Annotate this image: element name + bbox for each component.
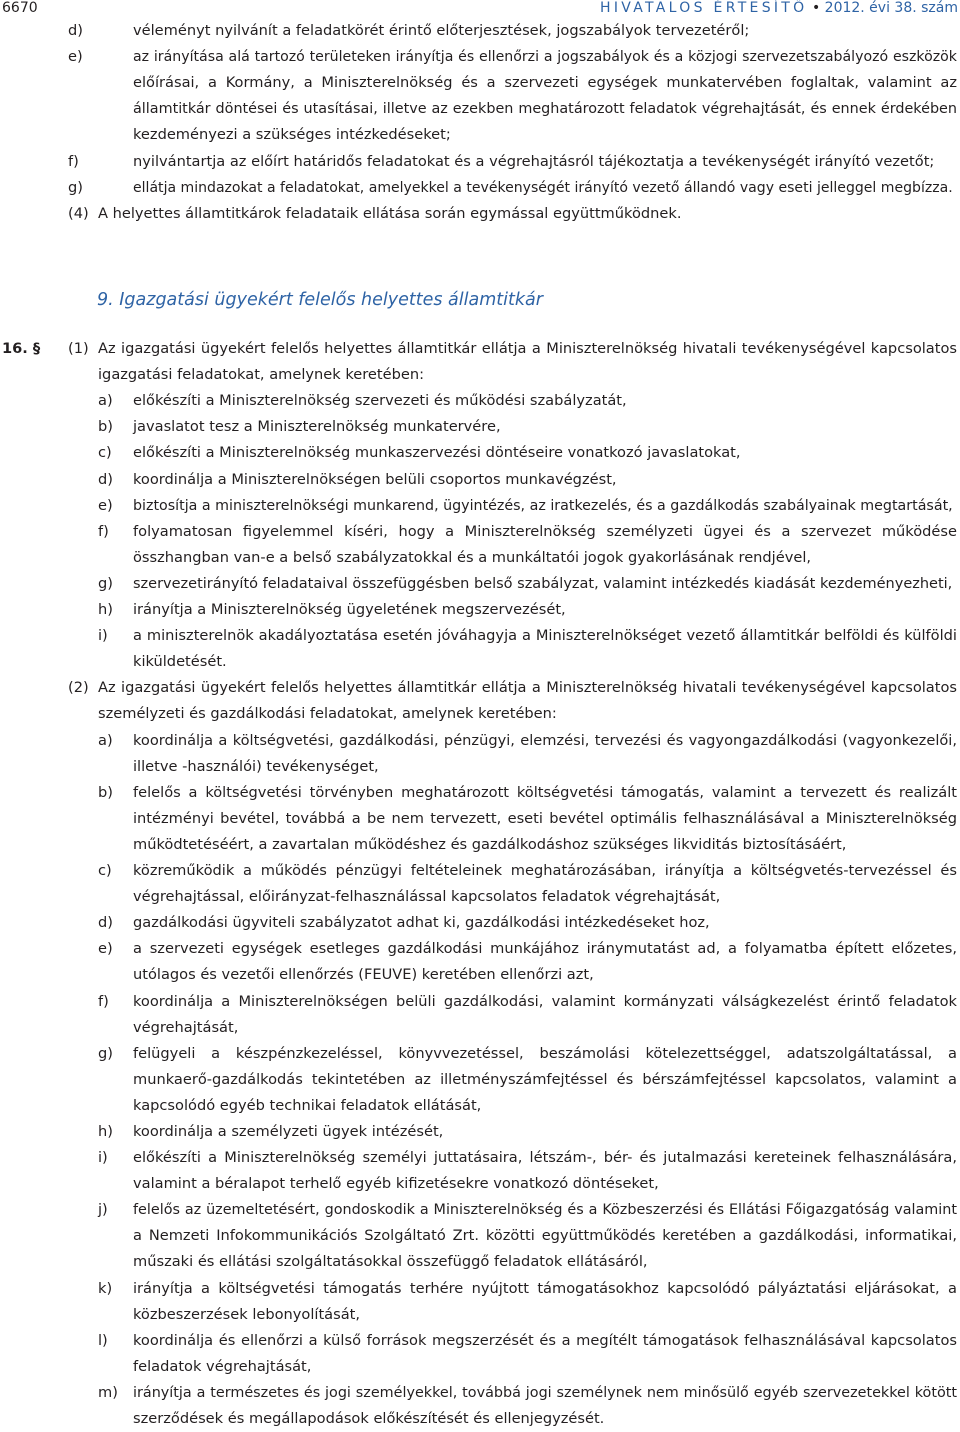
issue-number: 2012. évi 38. szám <box>824 0 958 16</box>
item-label: i) <box>98 627 108 645</box>
text-line: Az igazgatási ügyekért felelős helyettes államtitkár ellátja a Miniszterelnökség hivatali tevékenységével kapcsolatos <box>98 340 957 357</box>
text-line: koordinálja és ellenőrzi a külső források megszerzését és a megítélt támogatások felhasználásával kapcsolatos <box>133 1331 957 1349</box>
text-line: véleményt nyilvánít a feladatkörét érintő előterjesztések, jogszabályok tervezetéről; <box>133 22 750 39</box>
text-line: gazdálkodási ügyviteli szabályzatot adhat ki, gazdálkodási intézkedéseket hoz, <box>133 914 710 932</box>
journal-title: HIVATALOS ÉRTESÍTŐ <box>600 0 808 16</box>
item-label: g) <box>68 178 83 196</box>
text-line: műszaki és ellátási szolgáltatásokkal összefüggő feladatok ellátásáról, <box>133 1253 648 1271</box>
text-line: intézményi bevétel, továbbá a be nem tervezett, eseti bevétel optimális felhasználásával a Miniszterelnökség <box>133 809 957 827</box>
item-label: a) <box>98 731 113 749</box>
text-line: irányítja a költségvetési támogatás terhére nyújtott támogatásokhoz kapcsolódó pályáztatási eljárásokat, a <box>133 1279 957 1297</box>
page-number: 6670 <box>2 0 38 16</box>
text-line: folyamatosan figyelemmel kíséri, hogy a Miniszterelnökség személyzeti ügyei és a szervezet működése <box>133 522 957 540</box>
item-label: d) <box>68 22 83 39</box>
item-label: b) <box>98 418 113 436</box>
text-line: végrehajtását, <box>133 1018 239 1036</box>
item-label: k) <box>98 1279 113 1297</box>
item-label: a) <box>98 392 113 410</box>
item-label: d) <box>98 914 113 932</box>
text-line: utólagos és vezetői ellenőrzés (FEUVE) keretében ellenőrzi azt, <box>133 966 594 984</box>
text-line: előkészíti a Miniszterelnökség szervezeti és működési szabályzatát, <box>133 392 627 410</box>
item-label: l) <box>98 1331 108 1349</box>
text-line: működtetéséért, a zavartalan működéshez és gazdálkodáshoz szükséges likviditás biztosításáért, <box>133 835 847 853</box>
item-label: (2) <box>68 679 89 697</box>
text-line: előírásai, a Kormány, a Miniszterelnökség és a szervezeti egységek munkatervében foglaltak, valamint az <box>133 74 957 92</box>
text-line: nyilvántartja az előírt határidős feladatokat és a végrehajtásról tájékoztatja a tevékenységét irányító vezetőt; <box>133 152 935 170</box>
text-line: a Nemzeti Infokommunikációs Szolgáltató Zrt. közötti együttműködés keretében a gazdálkodási, informatikai, <box>133 1227 957 1245</box>
item-label: f) <box>68 152 79 170</box>
item-label: e) <box>98 940 113 958</box>
text-line: kapcsolódó egyéb technikai feladatok ellátását, <box>133 1096 482 1114</box>
item-label: h) <box>98 1123 113 1140</box>
text-line: szervezetirányító feladataival összefüggésben belső szabályzat, valamint intézkedés kiadását kezdeményezheti, <box>133 575 953 592</box>
text-line: javaslatot tesz a Miniszterelnökség munkatervére, <box>133 418 501 436</box>
text-line: előkészíti a Miniszterelnökség személyi juttatásaira, létszám-, bér- és jutalmazási kereteinek felhasználására, <box>133 1149 957 1167</box>
text-line: koordinálja a Miniszterelnökségen belüli gazdálkodási, valamint kormányzati válságkezelést érintő feladatok <box>133 992 957 1010</box>
item-label: c) <box>98 862 112 879</box>
text-line: államtitkár döntései és utasításai, illetve az ezekben meghatározott feladatok végrehajtását, és ennek érdekében <box>133 101 957 118</box>
text-line: összhangban van-e a belső szabályzatokkal és a munkáltatói jogok gyakorlásának rendjével, <box>133 548 812 566</box>
text-line: előkészíti a Miniszterelnökség munkaszervezési döntéseire vonatkozó javaslatokat, <box>133 444 741 462</box>
running-header <box>600 0 958 18</box>
section-number: 16. § <box>2 340 41 357</box>
text-line: végrehajtással, előirányzat-felhasználással kapcsolatos feladatok végrehajtását, <box>133 888 721 906</box>
text-line: az irányítása alá tartozó területeken irányítja és ellenőrzi a jogszabályok és a közjogi szervezetszabályozó eszközök <box>133 49 957 66</box>
text-line: koordinálja a Miniszterelnökségen belüli csoportos munkavégzést, <box>133 470 617 488</box>
text-line: munkaerő-gazdálkodás tekintetében az illetményszámfejtéssel és bérszámfejtéssel kapcsolatos, valamint a <box>133 1070 957 1088</box>
text-line: a miniszterelnök akadályoztatása esetén jóváhagyja a Miniszterelnökséget vezető államtitkár belföldi és külföldi <box>133 627 957 645</box>
item-label: e) <box>68 48 83 66</box>
text-line: közreműködik a működés pénzügyi feltételeinek meghatározásában, irányítja a költségvetés-tervezéssel és <box>133 862 957 879</box>
text-line: igazgatási feladatokat, amelynek keretében: <box>98 366 425 384</box>
text-line: szerződések és megállapodások előkészítését és ellenjegyzését. <box>133 1410 605 1428</box>
text-line: felelős a költségvetési törvényben meghatározott költségvetési támogatás, valamint a tervezett és realizált <box>133 783 957 801</box>
text-line: kezdeményezi a szükséges intézkedéseket; <box>133 126 451 144</box>
text-line: feladatok végrehajtását, <box>133 1357 312 1375</box>
item-label: (1) <box>68 340 89 357</box>
text-line: a szervezeti egységek esetleges gazdálkodási munkájához iránymutatást ad, a folyamatba épített előzetes, <box>133 940 957 958</box>
item-label: j) <box>98 1201 108 1219</box>
text-line: illetve -használói) tevékenységet, <box>133 757 379 775</box>
text-line: kiküldetését. <box>133 653 227 671</box>
text-line: koordinálja a költségvetési, gazdálkodási, pénzügyi, elemzési, tervezési és vagyongazdálkodási (vagyonkezelői, <box>133 731 957 749</box>
item-label: m) <box>98 1384 118 1401</box>
item-label: f) <box>98 522 109 540</box>
item-label: h) <box>98 601 113 618</box>
text-line: irányítja a természetes és jogi személyekkel, továbbá jogi személynek nem minősülő egyéb szervezetekkel kötött <box>133 1385 957 1401</box>
text-line: biztosítja a miniszterelnökségi munkarend, ügyintézés, az iratkezelés, és a gazdálkodás szabályainak megtartását, <box>133 497 953 514</box>
section-heading: 9. Igazgatási ügyekért felelős helyettes államtitkár <box>97 290 543 310</box>
text-line: koordinálja a személyzeti ügyek intézését, <box>133 1123 444 1140</box>
page-header <box>0 0 960 18</box>
item-label: g) <box>98 574 113 592</box>
item-label: i) <box>98 1149 108 1167</box>
text-line: valamint a béralapot terhelő egyéb kifizetésekre vonatkozó döntéseket, <box>133 1175 659 1193</box>
header-separator: • <box>811 0 821 16</box>
item-label: e) <box>98 496 113 514</box>
item-label: b) <box>98 783 113 801</box>
item-label: f) <box>98 992 109 1010</box>
text-line: Az igazgatási ügyekért felelős helyettes államtitkár ellátja a Miniszterelnökség hivatali tevékenységével kapcsolatos <box>98 679 957 697</box>
item-label: c) <box>98 444 112 462</box>
text-line: irányítja a Miniszterelnökség ügyeletének megszervezését, <box>133 601 566 618</box>
item-label: g) <box>98 1044 113 1062</box>
text-line: A helyettes államtitkárok feladataik ellátása során egymással együttműködnek. <box>98 204 682 222</box>
text-line: ellátja mindazokat a feladatokat, amelyekkel a tevékenységét irányító vezető állandó vagy eseti jelleggel megbízza. <box>133 179 953 196</box>
text-line: felelős az üzemeltetésért, gondoskodik a Miniszterelnökség és a Közbeszerzési és Ellátási Főigazgatóság valamint <box>133 1202 957 1219</box>
item-label: (4) <box>68 204 89 222</box>
text-line: felügyeli a készpénzkezeléssel, könyvvezetéssel, beszámolási kötelezettséggel, adatszolgáltatással, a <box>133 1044 957 1062</box>
text-line: közbeszerzések lebonyolítását, <box>133 1305 361 1323</box>
item-label: d) <box>98 470 113 488</box>
text-line: személyzeti és gazdálkodási feladatokat, amelynek keretében: <box>98 705 557 723</box>
